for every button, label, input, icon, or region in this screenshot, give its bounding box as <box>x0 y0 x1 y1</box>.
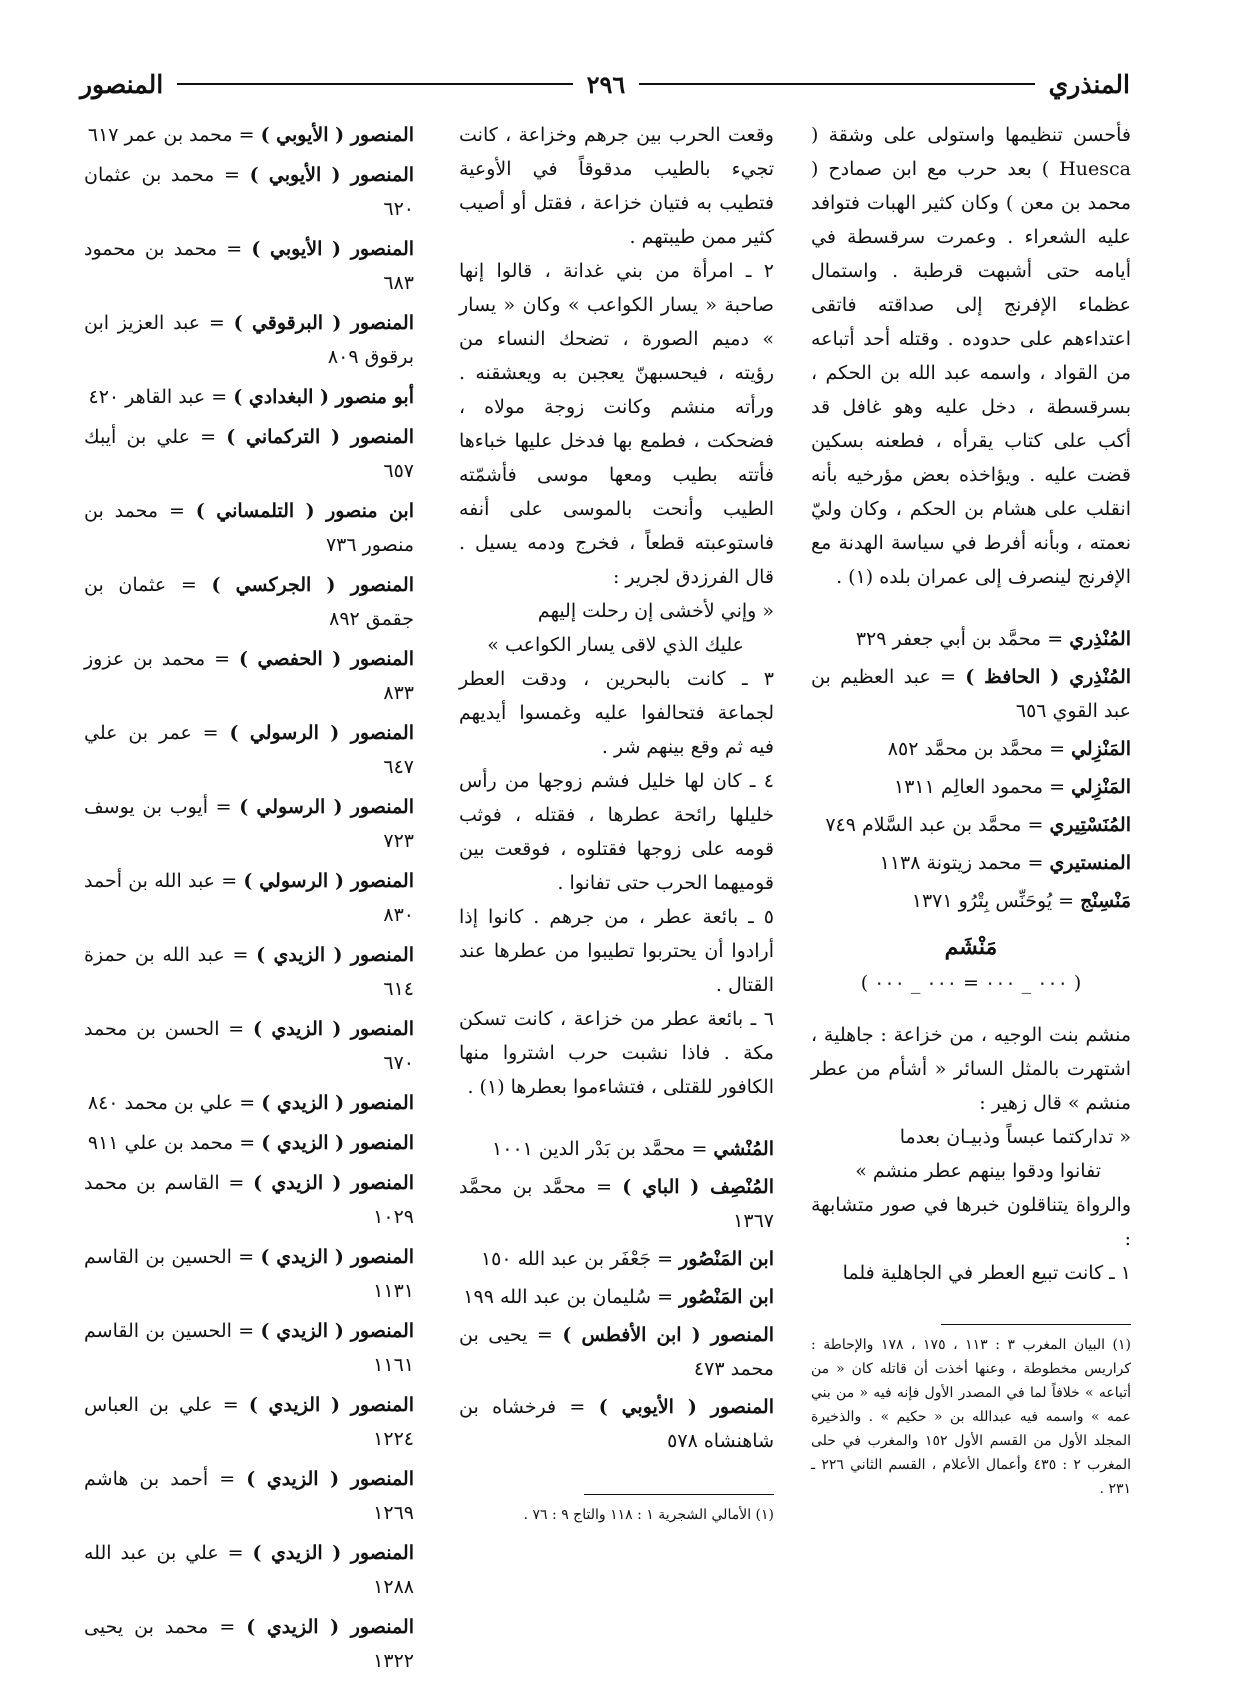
entry-separator: = <box>208 1616 247 1638</box>
cross-reference-entry <box>84 1536 414 1604</box>
entry-reference: محمد بن عثمان ٦٢٠ <box>84 164 414 220</box>
entry-name: المنصور ( الزيدي ) <box>246 1468 414 1490</box>
entry-reference: محمَّد بن محمَّد ٨٥٢ <box>887 738 1044 760</box>
entry-separator: = <box>232 124 261 146</box>
entry-reference: عبد العزيز ابن برقوق ٨٠٩ <box>84 312 414 368</box>
entry-reference: محمد بن عمر ٦١٧ <box>87 124 233 146</box>
header-left-word: المنصور <box>79 69 164 99</box>
cross-reference-entry <box>84 1012 414 1080</box>
cross-reference-entry <box>459 1280 774 1314</box>
entry-name: المُنْذِري <box>1069 628 1131 650</box>
biography-paragraph: ٤ ـ كان لها خليل فشم زوجها من رأس خليلها رائحة عطرها ، فقتله ، فوثب قومه على زوجها فقتلوه ، فوقعت بين قوميهما الحرب حتى تفانوا . <box>459 770 774 894</box>
poem-verse-line: « تداركتما عبساً وذبيـان بعدما <box>899 1126 1131 1148</box>
entry-separator: = <box>217 238 252 260</box>
header-right-word: المنذري <box>1048 69 1130 99</box>
cross-reference-entry <box>459 1132 774 1166</box>
cross-reference-entry <box>811 732 1131 766</box>
entry-reference: محمَّد بن عبد السَّلام ٧٤٩ <box>825 814 1022 836</box>
poem-verse-line: عليك الذي لاقى يسار الكواعب » <box>487 634 744 656</box>
cross-reference-entry <box>811 846 1131 880</box>
entry-separator: = <box>1041 628 1070 650</box>
cross-reference-list <box>811 622 1131 918</box>
entry-name: مَنْسِنْج <box>1080 890 1131 912</box>
biography-paragraph: منشم بنت الوجيه ، من خزاعة : جاهلية ، اشتهرت بالمثل السائر « أشأم من عطر منشم » قال زهير : <box>811 1024 1131 1114</box>
cross-reference-entry <box>811 884 1131 918</box>
entry-name: المنصور ( الرسولي ) <box>243 870 414 892</box>
cross-reference-entry <box>459 1242 774 1276</box>
page-number: ٢٩٦ <box>586 69 626 99</box>
cross-reference-entry <box>84 1388 414 1456</box>
biography-paragraph: ٢ ـ امرأة من بني غدانة ، قالوا إنها صاحبة « يسار الكواعب » وكان « يسار » دميم الصورة ، تضحك النساء من رؤيته ، فيحسبهنّ يعجبن به ويعشقنه . ورأته منشم وكانت زوجة مولاه ، فضحكت ، فطمع بها فدخل عليها خباءها فأتته بطيب ومعها موسى فأشمّته الطيب وأنحت بالموسى على أنفه فاستوعبته قطعاً ، فخرج ودمه يسيل . قال الفرزدق لجرير : <box>459 260 774 588</box>
entry-reference: يحيى بن محمد ٤٧٣ <box>459 1324 774 1380</box>
entry-heading: مَنْشَم <box>944 934 998 960</box>
cross-reference-entry <box>811 808 1131 842</box>
cross-reference-entry <box>84 1166 414 1234</box>
biography-paragraph: ١ ـ كانت تبيع العطر في الجاهلية فلما <box>842 1262 1131 1284</box>
entry-separator: = <box>651 1248 680 1270</box>
entry-reference: علي بن العباس ١٢٢٤ <box>84 1394 414 1450</box>
entry-separator: = <box>1021 852 1050 874</box>
entry-reference: عبد القاهر ٤٢٠ <box>88 386 206 408</box>
column-left <box>84 118 414 1684</box>
entry-separator: = <box>1043 738 1072 760</box>
entry-name: المنصور ( الزيدي ) <box>256 944 414 966</box>
entry-reference: جَعْفَر بن عبد الله ١٥٠ <box>480 1248 652 1270</box>
entry-name: المنصور ( الزيدي ) <box>253 1172 414 1194</box>
entry-dates: ( ٠٠٠ _ ٠٠٠ = ٠٠٠ _ ٠٠٠ ) <box>860 972 1082 994</box>
entry-separator: = <box>527 1324 563 1346</box>
cross-reference-entry <box>84 642 414 710</box>
cross-reference-entry <box>84 716 414 784</box>
entry-name: المُنْذِري ( الحافظ ) <box>965 666 1132 688</box>
entry-name: المنصور ( الأيوبي ) <box>251 238 415 260</box>
biography-paragraph: والرواة يتناقلون خبرها في صور متشابهة : <box>811 1194 1131 1250</box>
poem-verse-line: تفانوا ودقوا بينهم عطر منشم » <box>855 1160 1101 1182</box>
entry-separator: = <box>231 1320 261 1342</box>
entry-separator: = <box>158 500 196 522</box>
entry-name: المُنْصِف ( الباي ) <box>622 1176 775 1198</box>
entry-reference: فرخشاه بن شاهنشاه ٥٧٨ <box>459 1396 774 1452</box>
spacer <box>811 594 1131 618</box>
entry-reference: محمَّد بن بَدْر الدين ١٠٠١ <box>492 1138 686 1160</box>
entry-reference: علي بن محمد ٨٤٠ <box>87 1092 234 1114</box>
entry-reference: محمد بن علي ٩١١ <box>87 1132 234 1154</box>
cross-reference-entry <box>84 118 414 152</box>
entry-name: المنصور ( الزيدي ) <box>246 1616 415 1638</box>
entry-separator: = <box>224 944 257 966</box>
entry-reference: عبد الله بن حمزة ٦١٤ <box>84 944 414 1000</box>
entry-reference: محمد زيتونة ١١٣٨ <box>879 852 1022 874</box>
entry-reference: الحسين بن القاسم ١١٦١ <box>84 1320 414 1376</box>
entry-reference: محمد بن محمود ٦٨٣ <box>84 238 414 294</box>
entry-name: المنصور ( الرسولي ) <box>239 796 414 818</box>
cross-reference-entry <box>459 1390 774 1458</box>
entry-separator: = <box>218 1542 253 1564</box>
cross-reference-entry <box>84 1240 414 1308</box>
cross-reference-entry <box>84 306 414 374</box>
footnote: (١) الأمالي الشجرية ١ : ١١٨ والتاج ٩ : ٧٦ . <box>523 1507 774 1523</box>
entry-name: المنصور ( الزيدي ) <box>260 1246 415 1268</box>
entry-reference: عمر بن علي ٦٤٧ <box>84 722 414 778</box>
entry-separator: = <box>214 164 250 186</box>
cross-reference-list <box>459 1132 774 1458</box>
cross-reference-entry <box>459 1318 774 1386</box>
entry-name: المنصور ( الزيدي ) <box>248 1394 414 1416</box>
entry-name: المنصور ( الزيدي ) <box>261 1092 414 1114</box>
entry-name: المنصور ( البرقوقي ) <box>233 312 414 334</box>
cross-reference-entry <box>84 790 414 858</box>
entry-name: المنصور ( التركماني ) <box>226 426 415 448</box>
entry-name: المنصور ( الزيدي ) <box>252 1018 414 1040</box>
cross-reference-list <box>84 118 414 1678</box>
entry-reference: محمد بن يحيى ١٣٢٢ <box>84 1616 414 1672</box>
column-right <box>811 118 1131 1501</box>
entry-separator: = <box>685 1138 714 1160</box>
entry-separator: = <box>219 1172 254 1194</box>
cross-reference-entry <box>84 494 414 562</box>
entry-separator: = <box>556 1396 599 1418</box>
entry-separator: = <box>1043 776 1072 798</box>
cross-reference-entry <box>459 1170 774 1238</box>
entry-name: ابن منصور ( التلمساني ) <box>195 500 414 522</box>
entry-name: المنصور ( الزيدي ) <box>261 1132 414 1154</box>
biography-paragraph: ٦ ـ بائعة عطر من خزاعة ، كانت تسكن مكة . فاذا نشبت حرب اشتروا منها الكافور للقتلى ، فتشاءموا بعطرها (١) . <box>459 1008 774 1098</box>
entry-name: ابن المَنْصُور <box>679 1248 774 1270</box>
entry-separator: = <box>189 426 227 448</box>
entry-separator: = <box>212 1394 249 1416</box>
cross-reference-entry <box>811 622 1131 656</box>
running-header <box>80 62 1130 106</box>
biography-paragraph: ٥ ـ بائعة عطر ، من جرهم . كانوا إذا أرادوا أن يحتربوا تطيبوا من عطرها عند القتال . <box>459 906 774 996</box>
entry-reference: سُليمان بن عبد الله ١٩٩ <box>463 1286 652 1308</box>
footnote-rule <box>584 1494 774 1495</box>
entry-separator: = <box>208 1468 247 1490</box>
entry-name: المنصور ( الحفصي ) <box>238 648 414 670</box>
entry-separator: = <box>930 666 966 688</box>
entry-separator: = <box>1021 814 1050 836</box>
cross-reference-entry <box>811 770 1131 804</box>
cross-reference-entry <box>84 568 414 636</box>
spacer <box>459 1104 774 1128</box>
cross-reference-entry <box>84 1610 414 1678</box>
poem-verse-line: « وإني لأخشى إن رحلت إليهم <box>537 600 774 622</box>
entry-reference: محمود العالِم ١٣١١ <box>894 776 1044 798</box>
entry-name: المنصور ( الزيدي ) <box>260 1320 415 1342</box>
entry-name: المنصور ( الأيوبي ) <box>260 124 414 146</box>
entry-reference: أحمد بن هاشم ١٢٦٩ <box>84 1468 414 1524</box>
cross-reference-entry <box>84 1462 414 1530</box>
header-rule-left <box>177 83 572 85</box>
entry-separator: = <box>233 1132 262 1154</box>
entry-separator: = <box>651 1286 680 1308</box>
entry-separator: = <box>215 870 244 892</box>
cross-reference-entry <box>84 158 414 226</box>
biography-paragraph: ٣ ـ كانت بالبحرين ، ودقت العطر لجماعة فتحالفوا عليه وغمسوا أيديهم فيه ثم وقع بينهم شر . <box>459 668 774 758</box>
cross-reference-entry <box>84 232 414 300</box>
entry-name: ابن المَنْصُور <box>679 1286 774 1308</box>
entry-separator: = <box>205 386 234 408</box>
entry-separator: = <box>231 1246 261 1268</box>
entry-separator: = <box>219 1018 253 1040</box>
cross-reference-entry <box>84 938 414 1006</box>
entry-name: المَنْزِلي <box>1071 776 1131 798</box>
entry-reference: الحسن بن محمد ٦٧٠ <box>84 1018 414 1074</box>
entry-reference: محمد بن عزوز ٨٣٣ <box>84 648 414 704</box>
entry-separator: = <box>166 574 212 596</box>
cross-reference-entry <box>84 1126 414 1160</box>
cross-reference-entry <box>811 660 1131 728</box>
entry-name: أبو منصور ( البغدادي ) <box>233 386 414 408</box>
entry-reference: محمَّد بن أبي جعفر ٣٢٩ <box>855 628 1042 650</box>
biography-paragraph: وقعت الحرب بين جرهم وخزاعة ، كانت تجيء بالطيب مدقوقاً في الأوعية فتطيب به فتيان خزاعة ، فقتل أو أصيب كثير ممن طيبتهم . <box>459 124 774 248</box>
entry-separator: = <box>1052 890 1081 912</box>
entry-separator: = <box>200 312 234 334</box>
entry-reference: علي بن عبد الله ١٢٨٨ <box>84 1542 414 1598</box>
column-middle <box>459 118 774 1527</box>
entry-separator: = <box>208 796 240 818</box>
footnote-rule <box>941 1324 1131 1325</box>
entry-separator: = <box>205 648 239 670</box>
entry-reference: عبد العظيم بن عبد القوي ٦٥٦ <box>811 666 1131 722</box>
entry-name: المنصور ( الأيوبي ) <box>249 164 415 186</box>
cross-reference-entry <box>84 420 414 488</box>
entry-reference: الحسين بن القاسم ١١٣١ <box>84 1246 414 1302</box>
entry-name: المنصور ( الأيوبي ) <box>598 1396 774 1418</box>
entry-reference: محمَّد بن محمَّد ١٣٦٧ <box>459 1176 774 1232</box>
header-rule-right <box>639 83 1034 85</box>
footnote: (١) البيان المغرب ٣ : ١١٣ ، ١٧٥ ، ١٧٨ والإحاطة : كراريس مخطوطة ، وعنها أخذت أن قاتله كان « من أتباعه » خلافاً لما في المصدر الأول فإنه فيه « من بني عمه » واسمه فيه عبدالله بن « حكيم » . والذخيرة المجلد الأول من القسم الأول ١٥٢ والمغرب في حلى المغرب ٢ : ٤٣٥ وأعمال الأعلام ، القسم الثاني ٢٢٦ ـ ٢٣١ . <box>811 1337 1131 1497</box>
entry-reference: عثمان بن جقمق ٨٩٢ <box>84 574 414 630</box>
entry-reference: يُوحَنِّس بِتْرُو ١٣٧١ <box>911 890 1053 912</box>
entry-name: المنصور ( الجركسي ) <box>211 574 414 596</box>
cross-reference-entry <box>84 1086 414 1120</box>
entry-reference: القاسم بن محمد ١٠٢٩ <box>84 1172 414 1228</box>
entry-name: المنصور ( الزيدي ) <box>252 1542 415 1564</box>
biography-paragraph: فأحسن تنظيمها واستولى على وشقة ( Huesca ) بعد حرب مع ابن صمادح ( محمد بن معن ) وكان كثير الهبات فتوافد عليه الشعراء . وعمرت سرقسطة في أيامه حتى أشبهت قرطبة . واستمال عظماء الإفرنج إلى صداقته فاتقى اعتداءهم على حدوده . وقتله أحد أتباعه من القواد ، واسمه عبد الله بن الحكم ، بسرقسطة ، دخل عليه وهو غافل قد أكب على كتاب يقرأه ، فطعنه بسكين قضت عليه . ويؤاخذه بعض مؤرخيه بأنه انقلب على هشام بن الحكم ، وكان وليّ نعمته ، وبأنه أفرط في سياسة الهدنة مع الإفرنج لينصرف إلى عمران بلده (١) . <box>811 124 1131 588</box>
entry-name: المنصور ( ابن الأفطس ) <box>562 1324 775 1346</box>
cross-reference-entry <box>84 380 414 414</box>
entry-reference: أيوب بن يوسف ٧٢٣ <box>84 796 414 852</box>
entry-reference: عبد الله بن أحمد ٨٣٠ <box>84 870 414 926</box>
entry-name: المنستيري <box>1049 852 1131 874</box>
entry-name: المنصور ( الرسولي ) <box>229 722 414 744</box>
entry-separator: = <box>191 722 230 744</box>
entry-separator: = <box>585 1176 623 1198</box>
entry-name: المُنَسْتِيري <box>1049 814 1131 836</box>
cross-reference-entry <box>84 1314 414 1382</box>
entry-name: المُنْشي <box>713 1138 774 1160</box>
entry-name: المَنْزِلي <box>1071 738 1131 760</box>
entry-separator: = <box>233 1092 262 1114</box>
cross-reference-entry <box>84 864 414 932</box>
entry-reference: محمد بن منصور ٧٣٦ <box>84 500 414 556</box>
entry-reference: علي بن أيبك ٦٥٧ <box>84 426 414 482</box>
